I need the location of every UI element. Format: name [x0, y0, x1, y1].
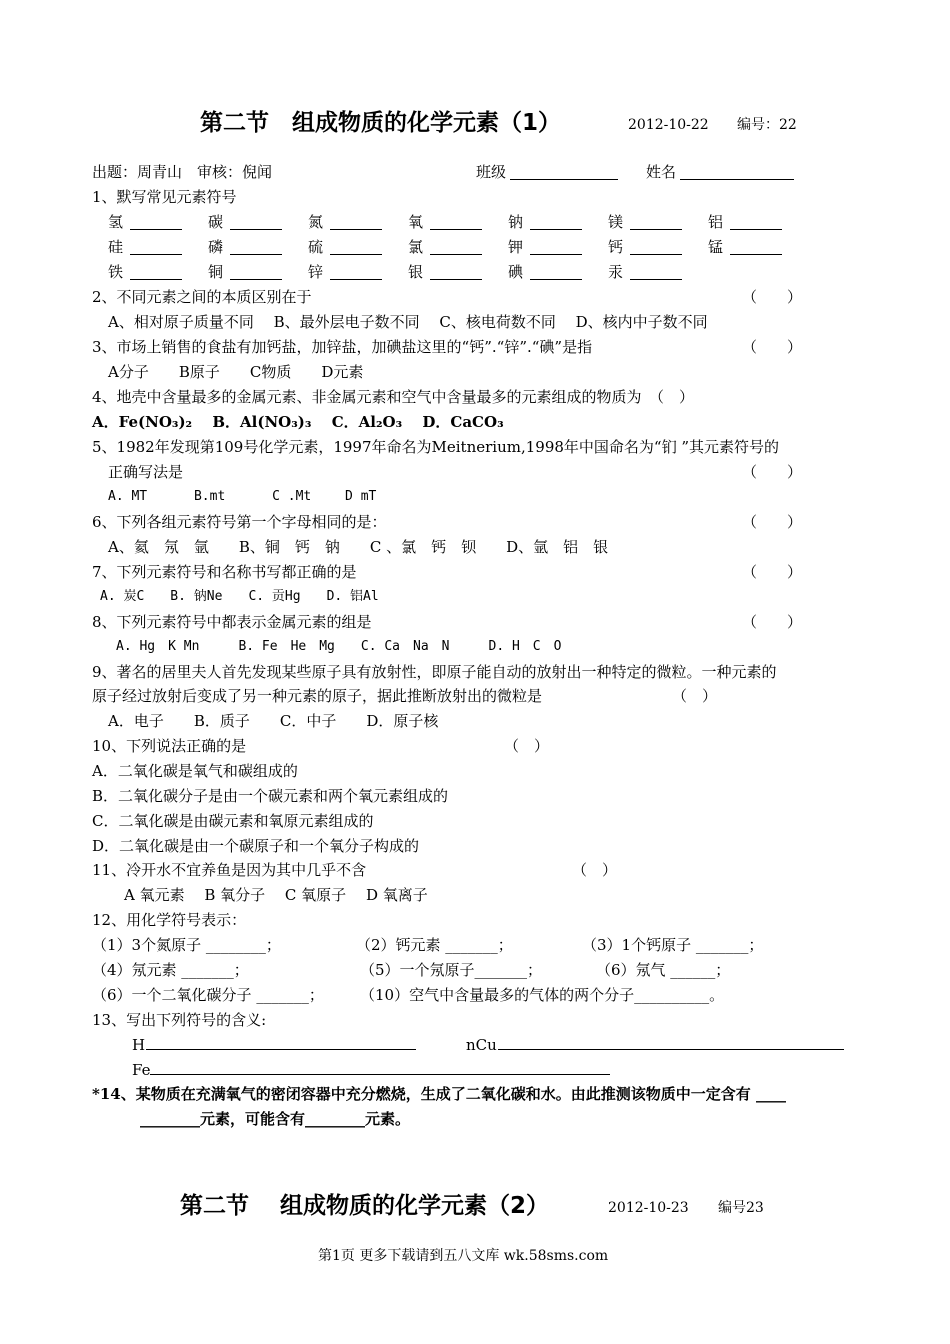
- q5-stem-line1: 5、1982年发现第109号化学元素，1997年命名为Meitnerium,1998年中国命名为“钔 ”其元素符号的: [92, 438, 780, 456]
- q6-stem: 6、下列各组元素符号第一个字母相同的是：: [92, 513, 387, 531]
- q1-element: 锰: [708, 238, 724, 256]
- q2-answer-paren[interactable]: （ ）: [742, 288, 803, 306]
- q1-blank[interactable]: [230, 229, 282, 230]
- q5-stem-line2: 正确写法是: [108, 463, 184, 481]
- q1-blank[interactable]: [630, 229, 682, 230]
- q1-element: 钾: [508, 238, 524, 256]
- q1-element: 氯: [408, 238, 424, 256]
- q1-element: 铝: [708, 213, 724, 231]
- q11-answer-paren[interactable]: （ ）: [572, 861, 618, 879]
- q1-blank[interactable]: [530, 229, 582, 230]
- q13-title: 13、写出下列符号的含义:: [92, 1011, 267, 1029]
- q4-options: A．Fe(NO₃)₂ B．Al(NO₃)₃ C．Al₂O₃ D．CaCO₃: [92, 413, 504, 431]
- q9-stem-line2: 原子经过放射后变成了另一种元素的原子，据此推断放射出的微粒是: [92, 687, 543, 705]
- q1-blank[interactable]: [430, 229, 482, 230]
- q1-element: 汞: [608, 263, 624, 281]
- q1-blank[interactable]: [130, 254, 182, 255]
- q11-stem: 11、冷开水不宜养鱼是因为其中几乎不含: [92, 861, 367, 879]
- q1-element: 铁: [108, 263, 124, 281]
- q1-blank[interactable]: [230, 254, 282, 255]
- name-blank[interactable]: [680, 179, 794, 180]
- q1-blank[interactable]: [730, 254, 782, 255]
- q9-options: A．电子 B．质子 C．中子 D．原子核: [108, 712, 439, 730]
- q1-element: 铜: [208, 263, 224, 281]
- q3-stem: 3、市场上销售的食盐有加钙盐，加锌盐，加碘盐这里的“钙”.“锌”.“碘”是指: [92, 338, 593, 356]
- q10-answer-paren[interactable]: （ ）: [504, 737, 550, 755]
- q10-stem: 10、下列说法正确的是: [92, 737, 247, 755]
- q12-item[interactable]: （2）钙元素 _______；: [356, 936, 513, 954]
- q6-answer-paren[interactable]: （ ）: [742, 513, 803, 531]
- q9-answer-paren[interactable]: （ ）: [672, 687, 718, 705]
- section2-title: 第二节 组成物质的化学元素（2）: [180, 1193, 550, 1219]
- q13-symbol-ncu: nCu: [466, 1036, 497, 1054]
- page-footer: 第1页 更多下载请到五八文库 wk.58sms.com: [318, 1248, 609, 1264]
- q1-element: 氮: [308, 213, 324, 231]
- header-date: 2012-10-22: [628, 117, 709, 133]
- q13-symbol-fe: Fe: [132, 1061, 151, 1079]
- q1-blank[interactable]: [130, 229, 182, 230]
- q12-title: 12、用化学符号表示：: [92, 911, 247, 929]
- q1-element: 镁: [608, 213, 624, 231]
- q1-element: 银: [408, 263, 424, 281]
- q6-options: A、氦 氖 氩 B、铜 钙 钠 C 、氯 钙 钡 D、氩 铝 银: [108, 538, 609, 556]
- q13-symbol-h: H: [132, 1036, 146, 1054]
- q9-stem-line1: 9、著名的居里夫人首先发现某些原子具有放射性，即原子能自动的放射出一种特定的微粒。一种元素的: [92, 663, 777, 681]
- q1-element: 硫: [308, 238, 324, 256]
- section2-date: 2012-10-23: [608, 1200, 689, 1216]
- q2-options: A、相对原子质量不同 B、最外层电子数不同 C、核电荷数不同 D、核内中子数不同: [108, 313, 708, 331]
- q1-element: 磷: [208, 238, 224, 256]
- q1-element: 硅: [108, 238, 124, 256]
- q12-item[interactable]: （6）氖气 ______；: [596, 961, 731, 979]
- q1-blank[interactable]: [530, 279, 582, 280]
- q13-blank-ncu[interactable]: [498, 1049, 844, 1050]
- q1-element: 氧: [408, 213, 424, 231]
- q3-options: A分子 B原子 C物质 D元素: [108, 363, 364, 381]
- q10-option-d: D．二氧化碳是由一个碳原子和一个氧分子构成的: [92, 837, 420, 855]
- q1-blank[interactable]: [730, 229, 782, 230]
- q4-stem: 4、地壳中含量最多的金属元素、非金属元素和空气中含量最多的元素组成的物质为 （ ）: [92, 388, 695, 406]
- q8-answer-paren[interactable]: （ ）: [742, 613, 803, 631]
- class-blank[interactable]: [510, 179, 618, 180]
- q2-stem: 2、不同元素之间的本质区别在于: [92, 288, 312, 306]
- q3-answer-paren[interactable]: （ ）: [742, 338, 803, 356]
- q12-item[interactable]: （3）1个钙原子 _______；: [582, 936, 764, 954]
- q12-item[interactable]: （4）氖元素 _______；: [92, 961, 249, 979]
- q1-blank[interactable]: [330, 254, 382, 255]
- q1-blank[interactable]: [330, 279, 382, 280]
- q12-item[interactable]: （5）一个氖原子_______；: [360, 961, 543, 979]
- q12-item[interactable]: （1）3个氮原子 ________；: [92, 936, 281, 954]
- q13-blank-h[interactable]: [146, 1049, 416, 1050]
- q5-options: A. MT B.mt C .Mt D mT: [108, 489, 377, 504]
- header-number: 编号：22: [737, 117, 797, 133]
- q1-blank[interactable]: [230, 279, 282, 280]
- section2-number: 编号23: [718, 1200, 764, 1216]
- q7-stem: 7、下列元素符号和名称书写都正确的是: [92, 563, 357, 581]
- q1-title: 1、默写常见元素符号: [92, 188, 237, 206]
- q1-blank[interactable]: [130, 279, 182, 280]
- q1-blank[interactable]: [330, 229, 382, 230]
- class-label: 班级: [476, 163, 507, 181]
- name-label: 姓名: [646, 163, 677, 181]
- q8-options: A. Hg K Mn B. Fe He Mg C. Ca Na N D. H C O: [116, 639, 562, 654]
- q1-blank[interactable]: [630, 254, 682, 255]
- q12-item[interactable]: （6）一个二氧化碳分子 _______；: [92, 986, 324, 1004]
- q7-options: A. 炭C B. 钠Ne C. 贡Hg D. 铝Al: [100, 589, 379, 604]
- q1-blank[interactable]: [430, 279, 482, 280]
- q1-blank[interactable]: [630, 279, 682, 280]
- q1-blank[interactable]: [530, 254, 582, 255]
- q5-answer-paren[interactable]: （ ）: [742, 463, 803, 481]
- q12-item[interactable]: （10）空气中含量最多的气体的两个分子__________。: [360, 986, 725, 1004]
- q7-answer-paren[interactable]: （ ）: [742, 563, 803, 581]
- q1-element: 锌: [308, 263, 324, 281]
- q1-element: 钙: [608, 238, 624, 256]
- q14-stem-line1: *14、某物质在充满氧气的密闭容器中充分燃烧，生成了二氧化碳和水。由此推测该物质中一定含有 ____: [92, 1085, 786, 1103]
- q13-blank-fe[interactable]: [150, 1074, 610, 1075]
- q11-options: A 氧元素 B 氧分子 C 氧原子 D 氧离子: [124, 886, 428, 904]
- q1-element: 钠: [508, 213, 524, 231]
- q1-element: 碳: [208, 213, 224, 231]
- q10-option-b: B．二氧化碳分子是由一个碳元素和两个氧元素组成的: [92, 787, 449, 805]
- q14-stem-line2: ________元素，可能含有________元素。: [140, 1110, 411, 1128]
- q10-option-c: C．二氧化碳是由碳元素和氧原元素组成的: [92, 812, 374, 830]
- q1-element: 碘: [508, 263, 524, 281]
- author-info: 出题：周青山 审核：倪闻: [92, 163, 273, 181]
- q1-element: 氢: [108, 213, 124, 231]
- q1-blank[interactable]: [430, 254, 482, 255]
- q8-stem: 8、下列元素符号中都表示金属元素的组是: [92, 613, 372, 631]
- q10-option-a: A．二氧化碳是氧气和碳组成的: [92, 762, 298, 780]
- page-title: 第二节 组成物质的化学元素（1）: [200, 110, 562, 136]
